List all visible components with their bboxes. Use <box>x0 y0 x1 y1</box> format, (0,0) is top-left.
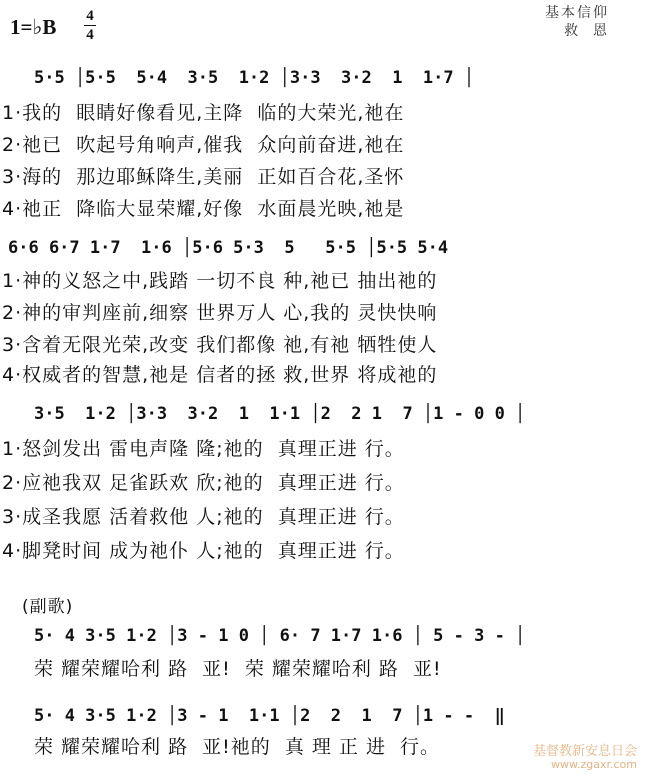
chorus-label: (副歌) <box>22 597 74 617</box>
verse-line: 3·含着无限光荣,改变 我们都像 祂,有祂 牺牲使人 <box>2 334 438 356</box>
notes-line-2: 6·6 6·7 1·7 1·6 │5·6 5·3 5 5·5 │5·5 5·4 <box>8 238 449 258</box>
notes-line-1: 5·5 │5·5 5·4 3·5 1·2 │3·3 3·2 1 1·7 │ <box>34 68 475 88</box>
verse-line: 2·祂已 吹起号角响声,催我 众向前奋进,祂在 <box>2 134 405 156</box>
verse-line: 1·神的义怒之中,践踏 一切不良 种,祂已 抽出祂的 <box>2 270 438 292</box>
key-signature: 1=♭B <box>10 15 57 39</box>
verse-line: 1·怒剑发出 雷电声隆 隆;祂的 真理正进 行。 <box>2 438 405 460</box>
verse-line: 4·脚凳时间 成为祂仆 人;祂的 真理正进 行。 <box>2 540 405 562</box>
verse-line: 3·成圣我愿 活着救他 人;祂的 真理正进 行。 <box>2 506 405 528</box>
watermark-url: www.zgaxr.com <box>551 758 637 771</box>
verse-line: 2·应祂我双 足雀跃欢 欣;祂的 真理正进 行。 <box>2 472 405 494</box>
credit-title: 救 恩 <box>564 23 609 39</box>
verse-line: 1·我的 眼睛好像看见,主降 临的大荣光,祂在 <box>2 102 405 124</box>
chorus-notes-2: 5· 4 3·5 1·2 │3 - 1 1·1 │2 2 1 7 │1 - - ‖ <box>34 706 505 726</box>
time-signature <box>84 8 96 43</box>
chorus-lyrics-1: 荣 耀荣耀哈利 路 亚! 荣 耀荣耀哈利 路 亚! <box>34 658 442 680</box>
chorus-lyrics-2: 荣 耀荣耀哈利 路 亚!祂的 真 理 正 进 行。 <box>34 736 441 758</box>
time-bottom: 4 <box>86 27 94 43</box>
credit-category: 基本信仰 <box>545 5 609 21</box>
verse-line: 3·海的 那边耶稣降生,美丽 正如百合花,圣怀 <box>2 166 405 188</box>
chorus-notes-1: 5· 4 3·5 1·2 │3 - 1 0 │ 6· 7 1·7 1·6 │ 5 - 3 - │ <box>34 626 526 646</box>
verse-line: 4·祂正 降临大显荣耀,好像 水面晨光映,祂是 <box>2 198 405 220</box>
verse-line: 4·权威者的智慧,祂是 信者的拯 救,世界 将成祂的 <box>2 364 438 386</box>
watermark-name: 基督教新安息日会 <box>532 744 637 759</box>
time-top: 4 <box>86 8 94 24</box>
verse-line: 2·神的审判座前,细察 世界万人 心,我的 灵快快响 <box>2 302 438 324</box>
notes-line-3: 3·5 1·2 │3·3 3·2 1 1·1 │2 2 1 7 │1 - 0 0 │ <box>34 404 526 424</box>
